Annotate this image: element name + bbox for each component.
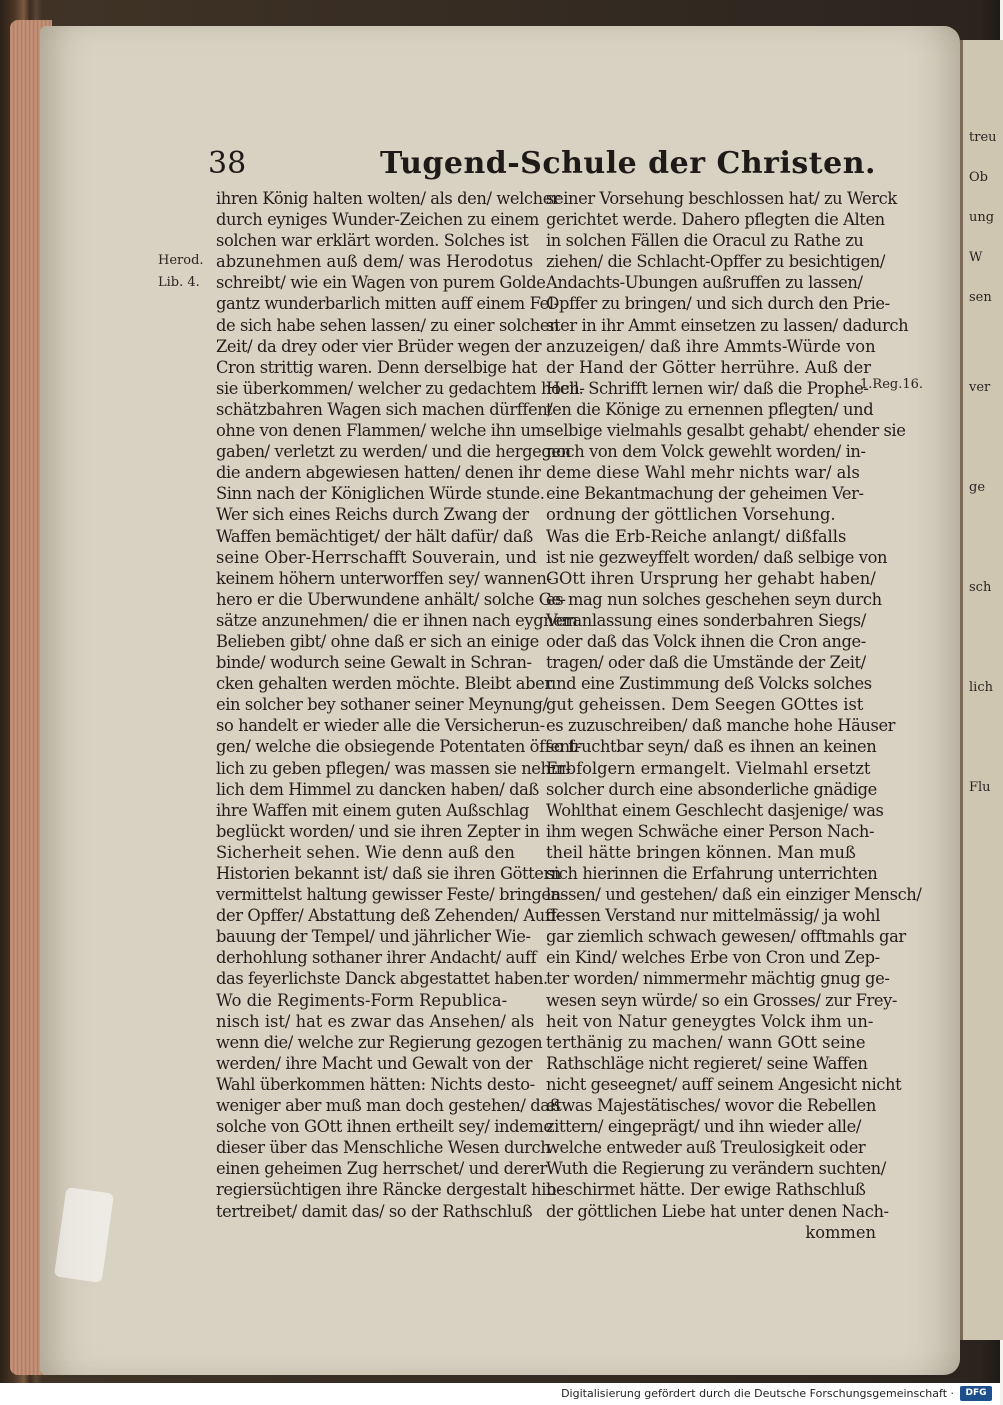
text-line: eine Bekantmachung der geheimen Ver- — [546, 484, 864, 504]
text-line: abzunehmen auß dem/ was Herodotus — [216, 252, 534, 272]
margin-note-line: Lib. 4. — [158, 275, 200, 290]
text-line: so fruchtbar seyn/ daß es ihnen an keinen — [546, 737, 877, 757]
text-line: ein Kind/ welches Erbe von Cron und Zep- — [546, 948, 880, 968]
text-line: dessen Verstand nur mittelmässig/ ja wohl — [546, 906, 881, 926]
left-text-column — [216, 188, 585, 1222]
text-line: der Opffer/ Abstattung deß Zehenden/ Auff- — [216, 906, 561, 926]
text-line: ohne von denen Flammen/ welche ihn um- — [216, 421, 551, 441]
next-page-fragment: treu — [969, 130, 997, 145]
text-line: bauung der Tempel/ und jährlicher Wie- — [216, 927, 531, 947]
footer-credit: Digitalisierung gefördert durch die Deutsche Forschungsgemeinschaft · — [561, 1387, 954, 1400]
text-line: Wer sich eines Reichs durch Zwang der — [216, 505, 529, 525]
text-line: schreibt/ wie ein Wagen von purem Golde — [216, 273, 546, 293]
text-line: Erbfolgern ermangelt. Vielmahl ersetzt — [546, 758, 871, 778]
text-line: heit von Natur geneygtes Volck ihm un- — [546, 1011, 874, 1031]
text-line: selbige vielmahls gesalbt gehabt/ ehender sie — [546, 421, 906, 441]
text-line: sie überkommen/ welcher zu gedachtem hoch- — [216, 378, 585, 398]
text-line: anzuzeigen/ daß ihre Ammts-Würde von — [546, 336, 876, 356]
text-line: Was die Erb-Reiche anlangt/ dißfalls — [546, 526, 847, 546]
text-line: etwas Majestätisches/ wovor die Rebellen — [546, 1096, 877, 1116]
page-title: Tugend-Schule der Christen. — [380, 146, 876, 181]
text-line: hero er die Uberwundene anhält/ solche Ge- — [216, 589, 566, 609]
text-line: tragen/ oder daß die Umstände der Zeit/ — [546, 653, 866, 673]
footer-bar — [0, 1383, 1000, 1405]
text-line: Rathschläge nicht regieret/ seine Waffen — [546, 1053, 868, 1073]
text-line: Wuth die Regierung zu verändern suchten/ — [546, 1159, 886, 1179]
text-line: seiner Vorsehung beschlossen hat/ zu Werck — [546, 189, 897, 208]
text-line: deme diese Wahl mehr nichts war/ als — [546, 463, 860, 483]
text-line: Sicherheit sehen. Wie denn auß den — [216, 842, 515, 862]
text-line: solche von GOtt ihnen ertheilt sey/ indeme — [216, 1117, 553, 1137]
text-line: wesen seyn würde/ so ein Grosses/ zur Frey- — [546, 990, 898, 1010]
text-line: gantz wunderbarlich mitten auff einem Fel- — [216, 294, 559, 314]
text-line: beschirmet hätte. Der ewige Rathschluß — [546, 1180, 866, 1200]
text-line: derhohlung sothaner ihrer Andacht/ auff — [216, 948, 537, 968]
text-line: lich zu geben pflegen/ was massen sie nehm- — [216, 758, 571, 778]
text-line: ordnung der göttlichen Vorsehung. — [546, 505, 836, 525]
text-line: sich hierinnen die Erfahrung unterrichten — [546, 864, 878, 883]
text-line: oder daß das Volck ihnen die Cron ange- — [546, 631, 866, 651]
text-line: der Hand der Götter herrühre. Auß der — [546, 357, 872, 377]
text-line: schätzbahren Wagen sich machen dürffen/ — [216, 399, 553, 419]
text-line: in solchen Fällen die Oracul zu Rathe zu — [546, 231, 864, 251]
next-page-fragment: Ob — [969, 170, 988, 185]
text-line: ist nie gezweyffelt worden/ daß selbige von — [546, 547, 888, 567]
text-line: terthänig zu machen/ wann GOtt seine — [546, 1032, 866, 1052]
text-line: de sich habe sehen lassen/ zu einer solchen — [216, 315, 560, 335]
text-line: zittern/ eingeprägt/ und ihn wieder alle/ — [546, 1117, 861, 1137]
text-line: gaben/ verletzt zu werden/ und die hergegen — [216, 442, 571, 462]
text-line: weniger aber muß man doch gestehen/ daß — [216, 1096, 561, 1116]
text-line: das feyerlichste Danck abgestattet haben. — [216, 969, 548, 989]
margin-note-line: Herod. — [158, 253, 204, 268]
text-line: Belieben gibt/ ohne daß er sich an einige — [216, 631, 539, 651]
text-line: gut geheissen. Dem Seegen GOttes ist — [546, 695, 864, 715]
text-line: und eine Zustimmung deß Volcks solches — [546, 674, 872, 694]
text-line: es mag nun solches geschehen seyn durch — [546, 589, 882, 609]
text-line: werden/ ihre Macht und Gewalt von der — [216, 1053, 533, 1073]
text-line: Waffen bemächtiget/ der hält dafür/ daß — [216, 526, 533, 546]
text-line: ihre Waffen mit einem guten Außschlag — [216, 800, 529, 820]
text-line: Wo die Regiments-Form Republica- — [216, 990, 508, 1010]
next-page-edge — [960, 40, 1003, 1340]
text-line: theil hätte bringen können. Man muß — [546, 842, 856, 862]
text-line: durch eyniges Wunder-Zeichen zu einem — [216, 210, 539, 230]
text-line: ziehen/ die Schlacht-Opffer zu besichtigen/ — [546, 252, 885, 272]
text-line: gar ziemlich schwach gewesen/ offtmahls gar — [546, 927, 906, 947]
text-line: ster in ihr Ammt einsetzen zu lassen/ dadurch — [546, 315, 909, 335]
text-line: Historien bekannt ist/ daß sie ihren Göttern — [216, 864, 561, 883]
text-line: lich dem Himmel zu dancken haben/ daß — [216, 779, 539, 799]
text-line: es zuzuschreiben/ daß manche hohe Häuser — [546, 716, 896, 736]
text-line: noch von dem Volck gewehlt worden/ in- — [546, 442, 866, 462]
text-line: wenn die/ welche zur Regierung gezogen — [216, 1032, 543, 1052]
next-page-fragment: ung — [969, 210, 995, 225]
text-line: sätze anzunehmen/ die er ihnen nach eygnem — [216, 610, 578, 630]
text-line: seine Ober-Herrschafft Souverain, und — [216, 547, 537, 567]
page-header — [200, 146, 890, 186]
text-line: ter worden/ nimmermehr mächtig gnug ge- — [546, 969, 890, 989]
text-line: beglückt worden/ und sie ihren Zepter in — [216, 821, 540, 841]
text-line: einen geheimen Zug herrschet/ und derer — [216, 1159, 547, 1179]
text-line: ihm wegen Schwäche einer Person Nach- — [546, 821, 875, 841]
text-line: Sinn nach der Königlichen Würde stunde. — [216, 484, 545, 504]
dfg-logo: DFG — [960, 1386, 992, 1401]
next-page-fragment: W — [969, 250, 983, 265]
text-line: ein solcher bey sothaner seiner Meynung/ — [216, 695, 548, 715]
text-line: die andern abgewiesen hatten/ denen ihr — [216, 463, 541, 483]
text-line: dieser über das Menschliche Wesen durch — [216, 1138, 551, 1158]
page-number: 38 — [208, 146, 247, 181]
text-line: keinem höhern unterworffen sey/ wannen- — [216, 568, 552, 588]
next-page-fragment: Flu — [969, 780, 991, 795]
text-line: GOtt ihren Ursprung her gehabt haben/ — [546, 568, 876, 588]
text-line: regiersüchtigen ihre Räncke dergestalt hin- — [216, 1180, 562, 1200]
text-line: Veranlassung eines sonderbahren Siegs/ — [546, 610, 866, 630]
margin-note-right: 1.Reg.16. — [860, 377, 924, 392]
text-line: der göttlichen Liebe hat unter denen Nach- — [546, 1201, 889, 1221]
text-line: Heil. Schrifft lernen wir/ daß die Prophe- — [546, 378, 869, 398]
text-line: Wahl überkommen hätten: Nichts desto- — [216, 1074, 535, 1094]
text-line: solchen war erklärt worden. Solches ist — [216, 231, 529, 251]
text-line: ten die Könige zu ernennen pflegten/ und — [546, 399, 874, 419]
next-page-fragment: sen — [969, 290, 992, 305]
text-line: kommen — [805, 1222, 876, 1242]
text-line: nicht geseegnet/ auff seinem Angesicht nicht — [546, 1074, 902, 1094]
next-page-fragment: sch — [969, 580, 992, 595]
text-line: tertreibet/ damit das/ so der Rathschluß — [216, 1201, 533, 1221]
text-line: nisch ist/ hat es zwar das Ansehen/ als — [216, 1011, 535, 1031]
text-line: cken gehalten werden möchte. Bleibt aber — [216, 674, 552, 694]
text-line: so handelt er wieder alle die Versicherun- — [216, 716, 545, 736]
text-line: gen/ welche die obsiegende Potentaten öffent- — [216, 737, 581, 757]
text-line: Cron strittig waren. Denn derselbige hat — [216, 357, 537, 377]
text-line: gerichtet werde. Dahero pflegten die Alten — [546, 210, 885, 230]
text-line: Wohlthat einem Geschlecht dasjenige/ was — [546, 800, 884, 820]
text-line: lassen/ und gestehen/ daß ein einziger Mensch/ — [546, 885, 922, 905]
text-line: Zeit/ da drey oder vier Brüder wegen der — [216, 336, 542, 356]
next-page-fragment: ver — [969, 380, 991, 395]
margin-note-left — [158, 250, 204, 294]
text-line: binde/ wodurch seine Gewalt in Schran- — [216, 653, 532, 673]
text-line: Andachts-Ubungen außruffen zu lassen/ — [546, 273, 863, 293]
next-page-fragment: lich — [969, 680, 993, 695]
text-line: Opffer zu bringen/ und sich durch den Prie- — [546, 294, 890, 314]
text-line: ihren König halten wolten/ als den/ welcher — [216, 189, 560, 208]
next-page-fragment: ge — [969, 480, 986, 495]
text-line: solcher durch eine absonderliche gnädige — [546, 779, 877, 799]
text-line: vermittelst haltung gewisser Feste/ bringen- — [216, 885, 566, 905]
text-line: welche entweder auß Treulosigkeit oder — [546, 1138, 866, 1158]
